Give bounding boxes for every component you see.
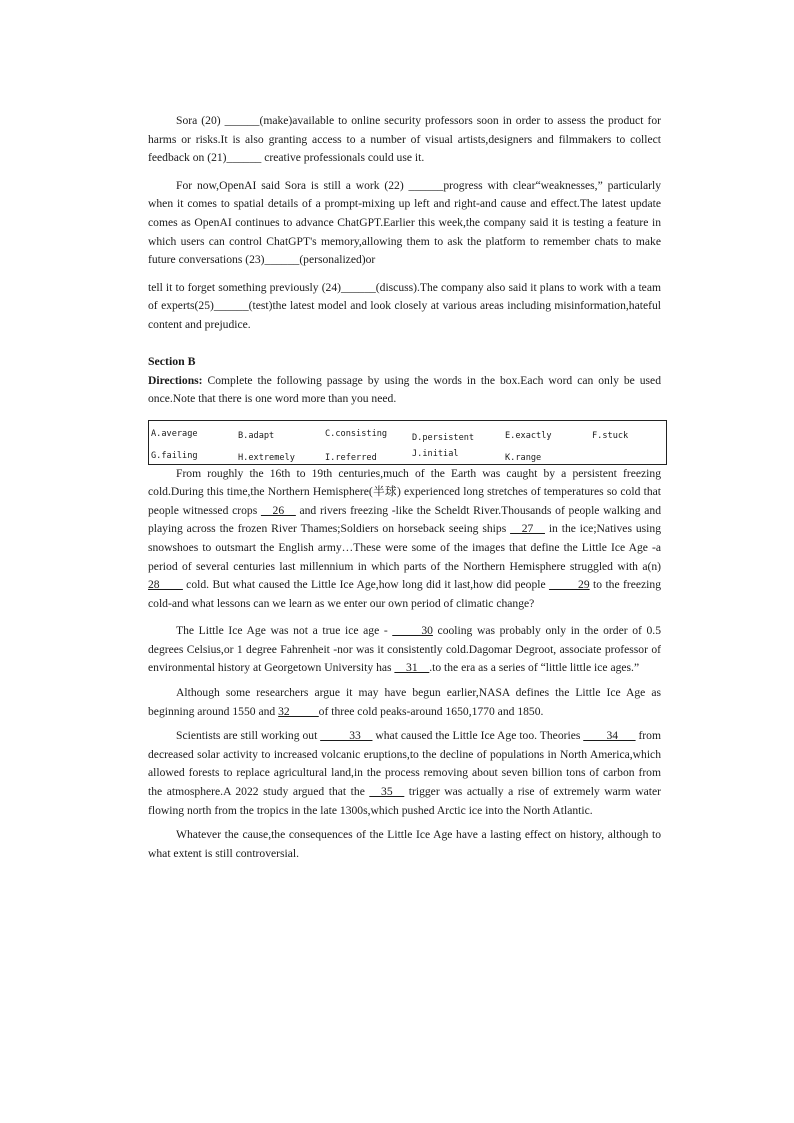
- paragraph-nasa-definition: Although some researchers argue it may have begun earlier,NASA defines the Little Ice Age as beginning around 1550 and 32_____of three cold peaks-around 1650,1770 and 1850.: [148, 686, 661, 718]
- word-box: [148, 420, 667, 465]
- word-option: K.range: [505, 452, 542, 463]
- word-option: C.consisting: [325, 428, 388, 439]
- section-b-heading: Section B: [148, 353, 196, 368]
- paragraph-little-ice-age-intro: From roughly the 16th to 19th centuries,much of the Earth was caught by a persistent freezing cold.During this time,the Northern Hemisphere(半球) experienced long stretches of temperatures so cold that people witnessed crops __26__ and rivers freezing -like the Scheldt River.Thousands of people walking and playing across the frozen River Thames;Soldiers on horseback seeing ships __27__ in the ice;Natives using snowshoes to outsmart the English army…These were some of the images that define the Little Ice Age -a period of several centuries last millennium in which parts of the Northern Hemisphere struggled with a(n) 28____ cold. But what caused the Little Ice Age,how long did it last,how did people _____29 to the freezing cold-and what lessons can we learn as we enter our own period of climatic change?: [148, 466, 662, 610]
- word-option: A.average: [151, 428, 198, 439]
- directions: [148, 372, 661, 408]
- word-option: E.exactly: [505, 430, 552, 441]
- blank-33[interactable]: _____33__: [320, 729, 373, 743]
- word-option: H.extremely: [238, 452, 295, 463]
- blank-28[interactable]: 28____: [148, 578, 183, 592]
- paragraph-experts: tell it to forget something previously (24)______(discuss).The company also said it plans to work with a team of experts(25)______(test)the latest model and look closely at various areas including misinformation,hateful content and prejudice.: [148, 280, 661, 331]
- paragraph-consequences: Whatever the cause,the consequences of the Little Ice Age have a lasting effect on history, although to what extent is still controversial.: [148, 828, 661, 860]
- word-option: F.stuck: [592, 430, 629, 441]
- word-option: I.referred: [325, 452, 377, 463]
- word-option: G.failing: [151, 450, 198, 461]
- word-option: B.adapt: [238, 430, 275, 441]
- paragraph-not-true-ice-age: The Little Ice Age was not a true ice age - _____30 cooling was probably only in the order of 0.5 degrees Celsius,or 1 degree Fahrenheit -nor was it consistently cold.Dagomar Degroot, associate professor of environmental history at Georgetown University has __31__.to the era as a series of “little little ice ages.”: [148, 624, 661, 675]
- blank-32[interactable]: 32_____: [278, 704, 319, 718]
- blank-31[interactable]: __31__: [394, 661, 430, 675]
- paragraph-openai-weaknesses: For now,OpenAI said Sora is still a work (22) ______progress with clear“weaknesses,” particularly when it comes to spatial details of a prompt-mixing up left and right-and cause and effect.The latest update comes as OpenAI continues to advance ChatGPT.Earlier this week,the company said it is testing a feature in which users can control ChatGPT's memory,allowing them to ask the platform to remember chats to make future conversations (23)______(personalized)or: [148, 178, 661, 267]
- document-page: [148, 112, 661, 863]
- blank-29[interactable]: _____29: [549, 578, 590, 592]
- word-option: D.persistent: [412, 432, 475, 443]
- blank-35[interactable]: __35__: [369, 785, 405, 799]
- blank-30[interactable]: _____30: [392, 624, 433, 638]
- word-option: J.initial: [412, 448, 459, 459]
- directions-label: Directions:: [148, 373, 203, 387]
- blank-34[interactable]: ____34___: [583, 729, 636, 743]
- blank-27[interactable]: __27__: [510, 522, 545, 536]
- blank-26[interactable]: __26__: [260, 503, 296, 517]
- directions-text: Complete the following passage by using the words in the box.Each word can only be used once.Note that there is one word more than you need.: [148, 373, 661, 405]
- paragraph-theories: Scientists are still working out _____33__ what caused the Little Ice Age too. Theories ____34___ from decreased solar activity to increased volcanic eruptions,to the decline of populations in North America,which allowed forests to replace agricultural land,in the process removing about seven billion tons of carbon from the atmosphere.A 2022 study argued that the __35__ trigger was actually a rise of extremely warm water flowing north from the tropics in the late 1300s,which pushed Arctic ice into the North Atlantic.: [148, 729, 661, 817]
- paragraph-sora: Sora (20) ______(make)available to online security professors soon in order to assess the product for harms or risks.It is also granting access to a number of visual artists,designers and filmmakers to collect feedback on (21)______ creative professionals could use it.: [148, 114, 661, 165]
